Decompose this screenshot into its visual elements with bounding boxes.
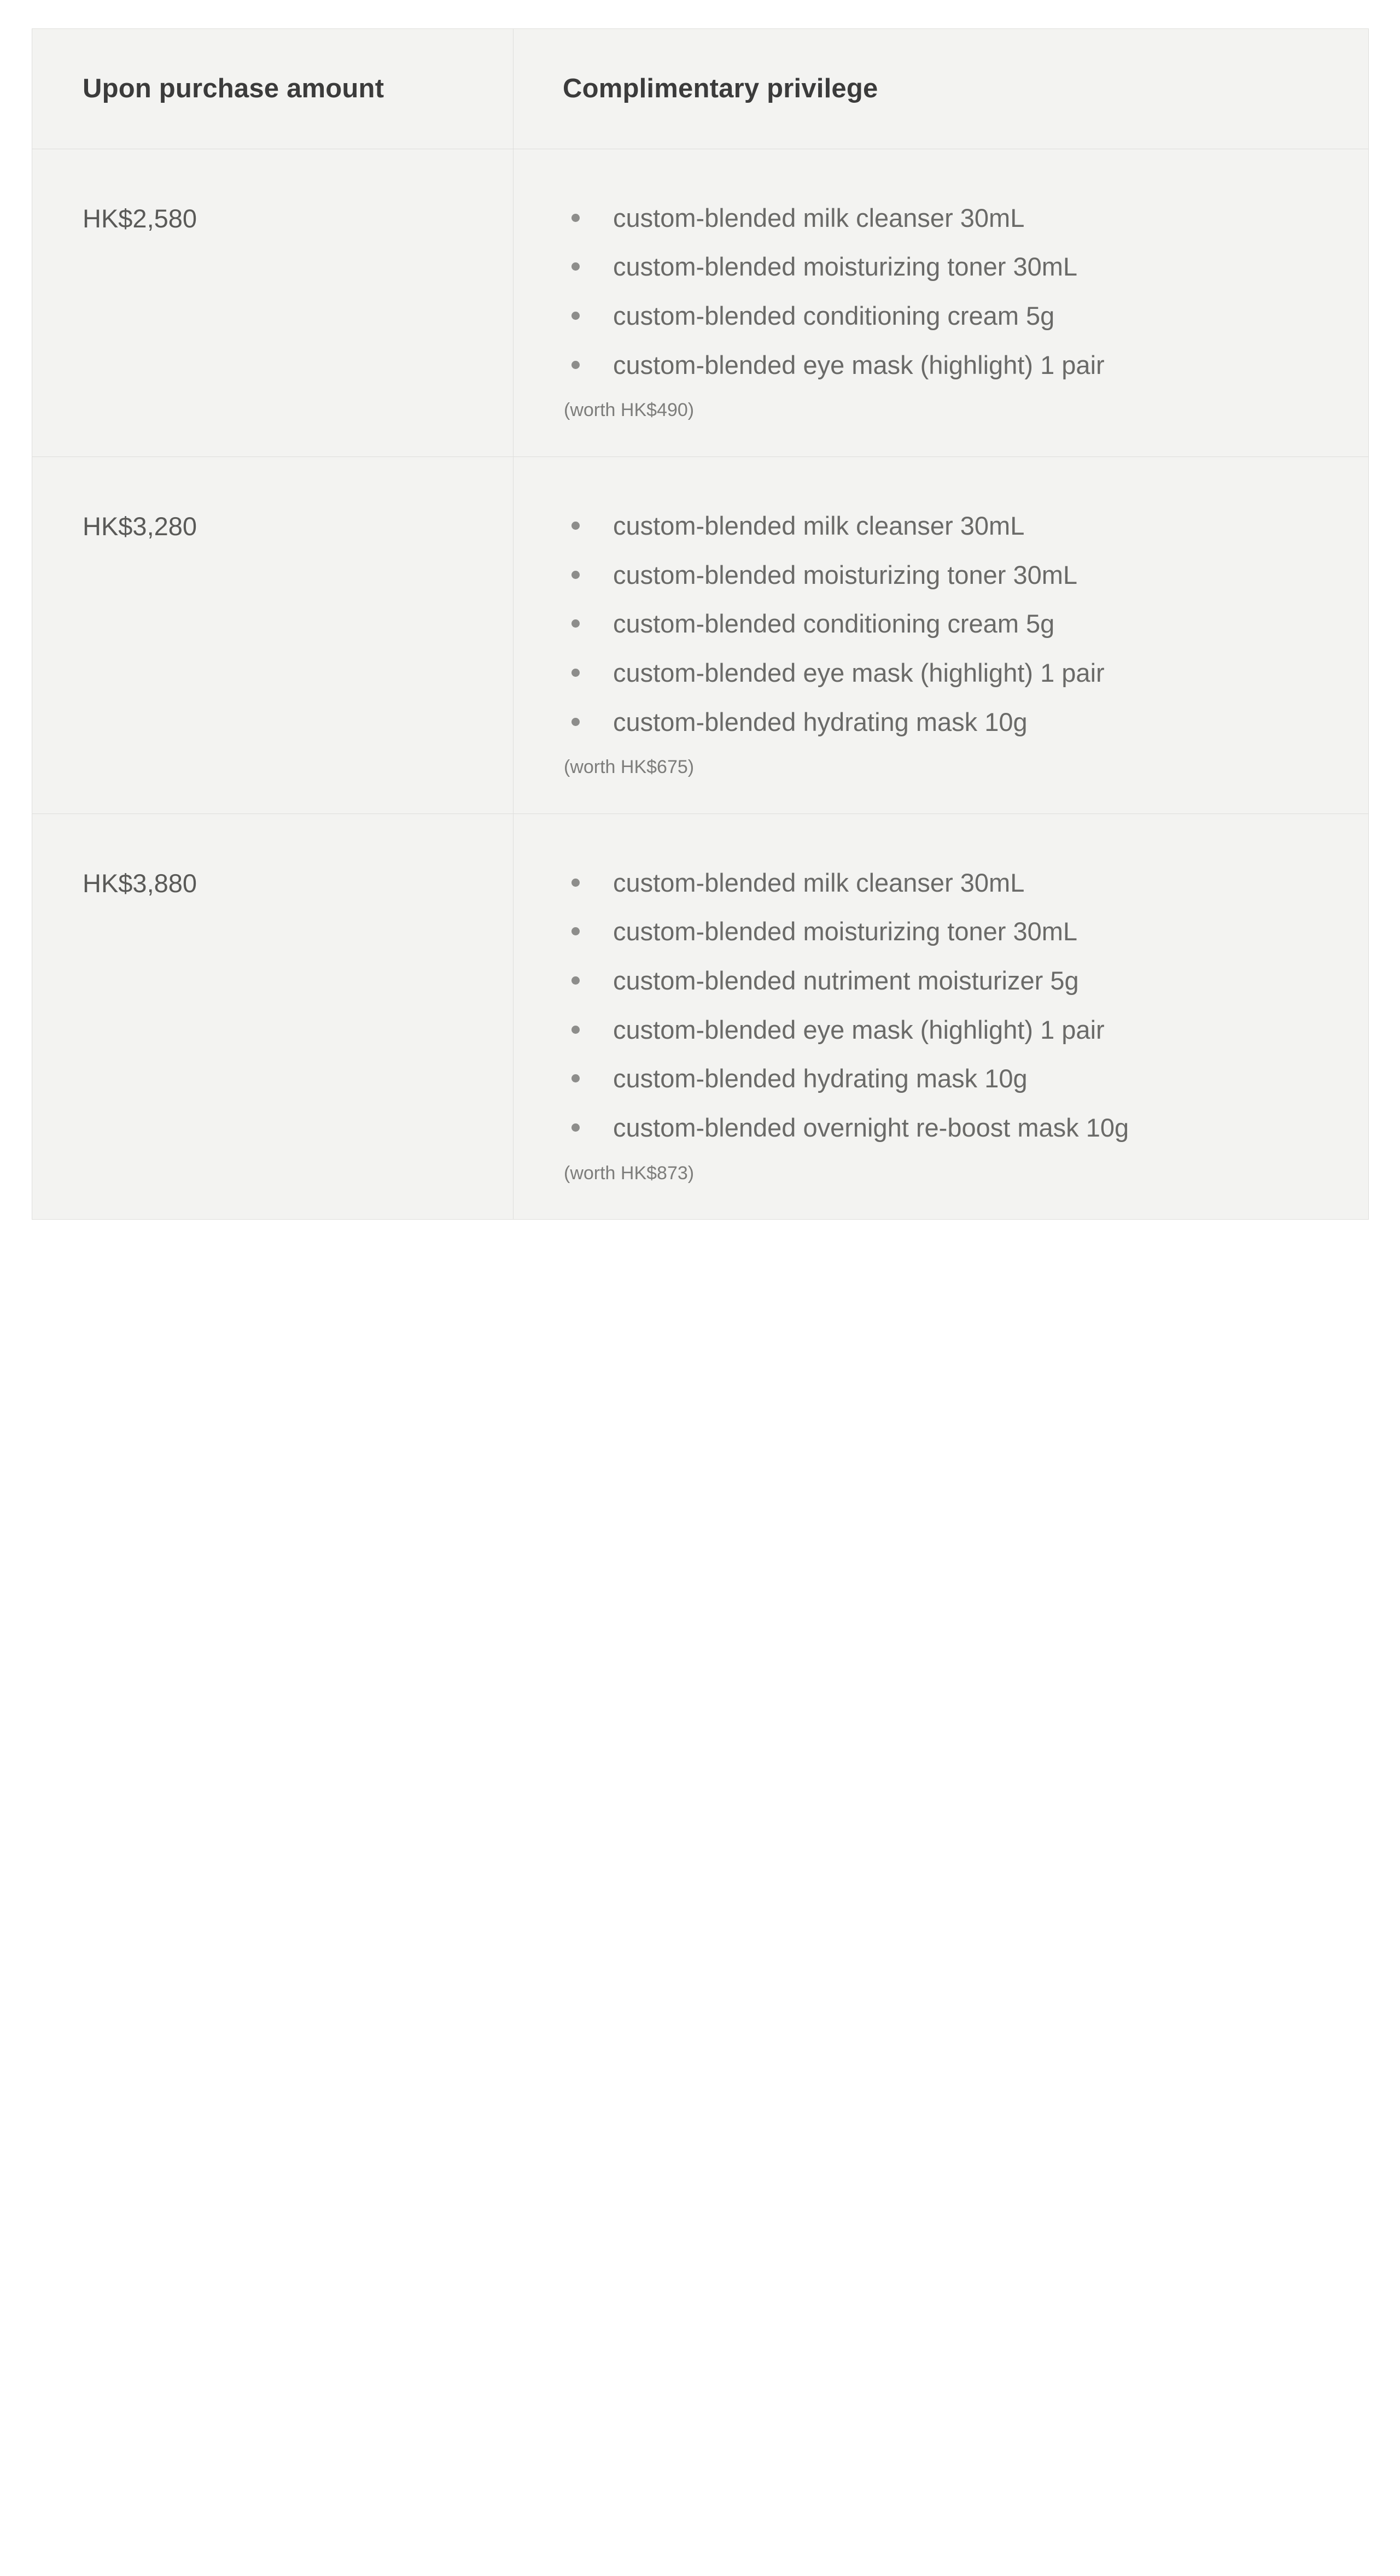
list-item: custom-blended moisturizing toner 30mL xyxy=(563,909,1335,955)
table-body xyxy=(32,149,1369,1220)
list-item: custom-blended milk cleanser 30mL xyxy=(563,503,1335,549)
privilege-list xyxy=(563,503,1335,745)
list-item: custom-blended hydrating mask 10g xyxy=(563,699,1335,745)
worth-note: (worth HK$675) xyxy=(564,757,695,778)
cell-purchase-amount: HK$3,880 xyxy=(32,813,514,1220)
cell-privilege xyxy=(514,456,1369,813)
column-header-complimentary-privilege: Complimentary privilege xyxy=(514,29,1369,149)
list-item: custom-blended conditioning cream 5g xyxy=(563,293,1335,339)
table-header xyxy=(32,29,1369,149)
table-row xyxy=(32,813,1369,1220)
list-item: custom-blended eye mask (highlight) 1 pair xyxy=(563,1007,1335,1053)
table-row xyxy=(32,456,1369,813)
list-item: custom-blended conditioning cream 5g xyxy=(563,601,1335,647)
list-item: custom-blended milk cleanser 30mL xyxy=(563,860,1335,906)
list-item: custom-blended milk cleanser 30mL xyxy=(563,195,1335,241)
worth-note: (worth HK$873) xyxy=(564,1162,695,1184)
column-header-purchase-amount: Upon purchase amount xyxy=(32,29,514,149)
privilege-list xyxy=(563,860,1335,1151)
cell-purchase-amount: HK$3,280 xyxy=(32,456,514,813)
privilege-table xyxy=(32,28,1369,1220)
list-item: custom-blended eye mask (highlight) 1 pair xyxy=(563,342,1335,388)
cell-privilege xyxy=(514,813,1369,1220)
privilege-list xyxy=(563,195,1335,388)
list-item: custom-blended overnight re-boost mask 10g xyxy=(563,1105,1335,1151)
list-item: custom-blended moisturizing toner 30mL xyxy=(563,244,1335,290)
list-item: custom-blended eye mask (highlight) 1 pair xyxy=(563,650,1335,696)
list-item: custom-blended nutriment moisturizer 5g xyxy=(563,958,1335,1004)
table-header-row xyxy=(32,29,1369,149)
list-item: custom-blended moisturizing toner 30mL xyxy=(563,552,1335,598)
cell-privilege xyxy=(514,149,1369,456)
table-row xyxy=(32,149,1369,456)
list-item: custom-blended hydrating mask 10g xyxy=(563,1056,1335,1102)
cell-purchase-amount: HK$2,580 xyxy=(32,149,514,456)
worth-note: (worth HK$490) xyxy=(564,400,695,421)
